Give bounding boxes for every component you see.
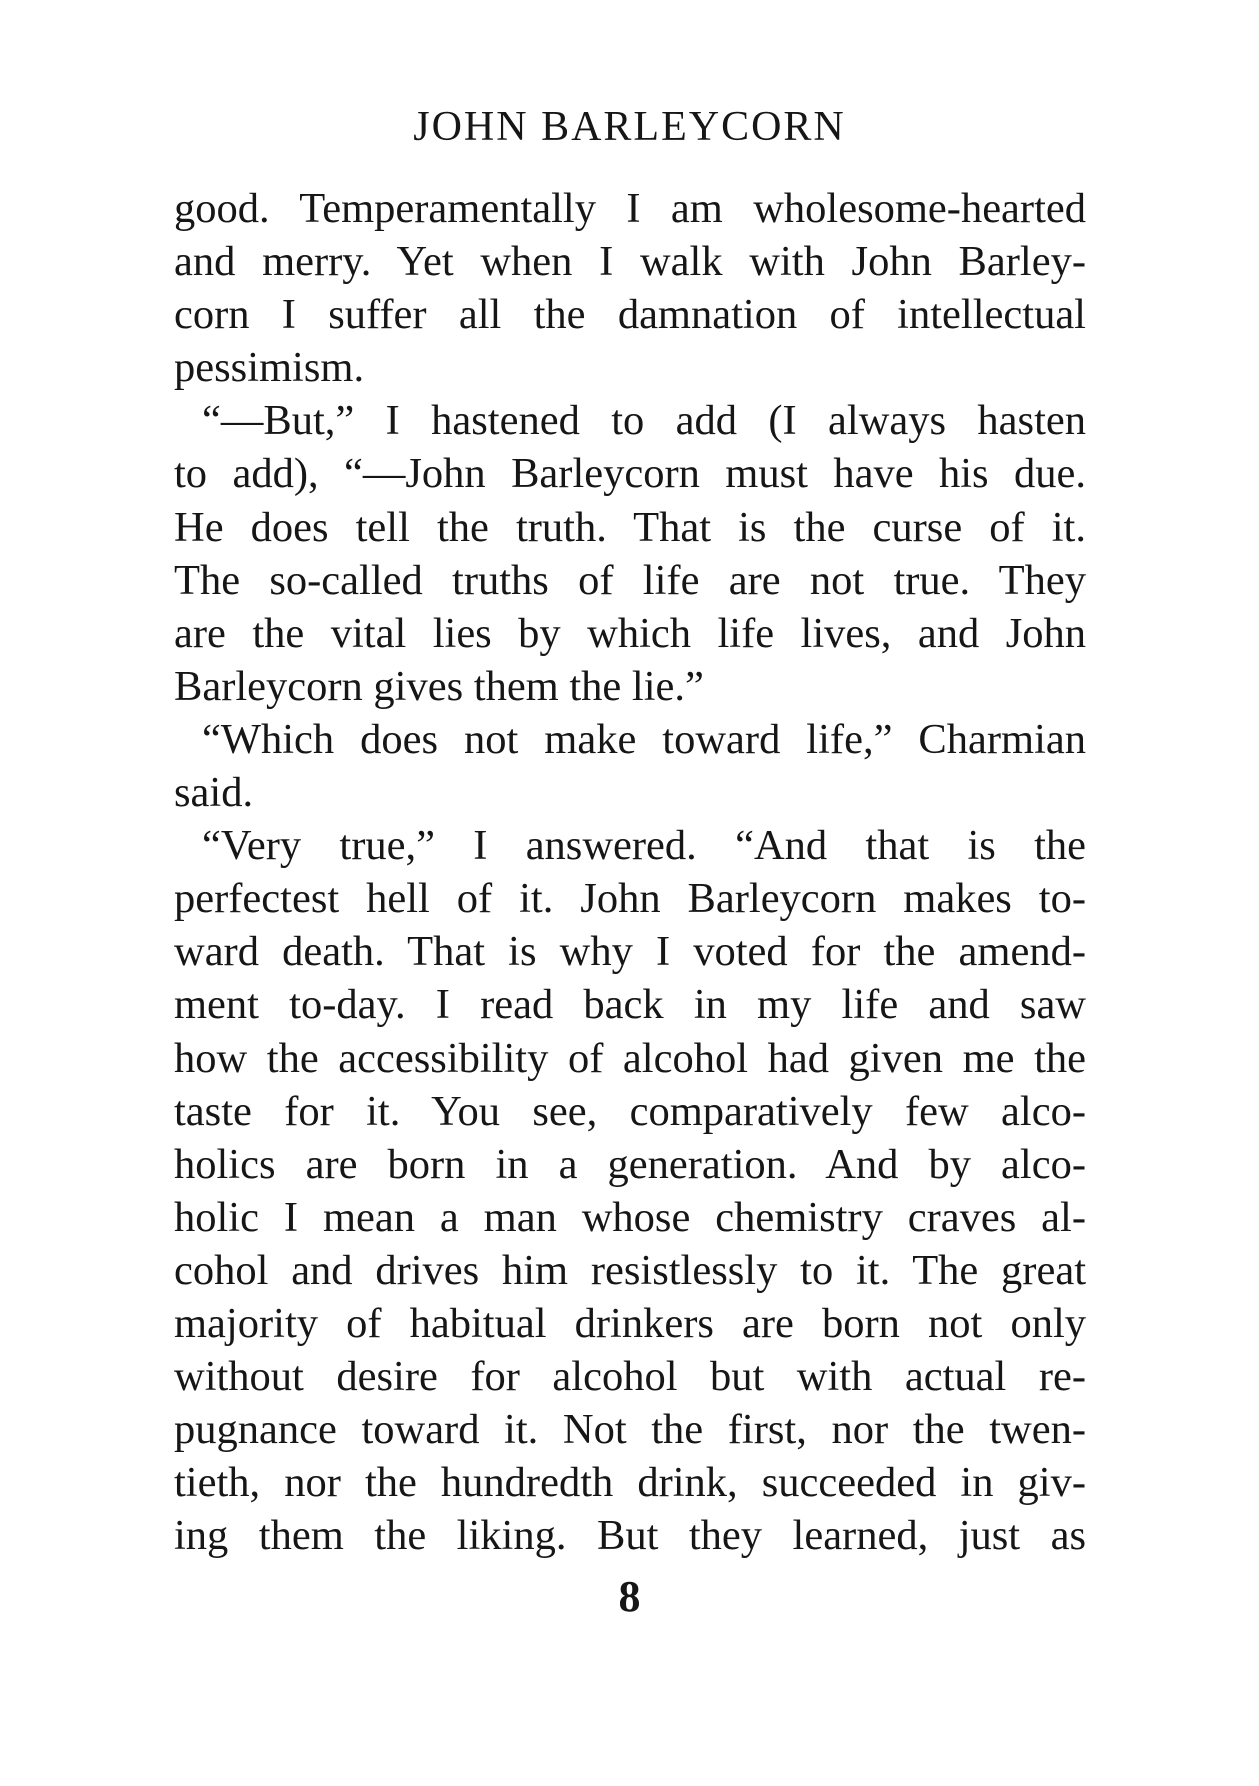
text-line: ment to-day. I read back in my life and saw [174,981,1086,1029]
text-line: and merry. Yet when I walk with John Barley- [174,238,1086,286]
text-line: to add), “—John Barleycorn must have his due. [174,450,1086,498]
body-text [174,182,1086,1562]
text-line: are the vital lies by which life lives, and John [174,609,1086,657]
page-number: 8 [618,1572,641,1621]
text-line: tieth, nor the hundredth drink, succeeded in giv- [174,1459,1086,1507]
running-head: JOHN BARLEYCORN [413,104,846,150]
text-line: holic I mean a man whose chemistry craves al- [174,1193,1086,1241]
text-line: “Very true,” I answered. “And that is the [202,822,1086,870]
text-line: said. [174,769,254,817]
text-line: how the accessibility of alcohol had given me the [174,1034,1086,1082]
text-line: “Which does not make toward life,” Charmian [202,715,1086,763]
text-line: good. Temperamentally I am wholesome-hearted [174,185,1086,232]
text-line: cohol and drives him resistlessly to it. The great [174,1246,1086,1294]
text-line: without desire for alcohol but with actual re- [174,1353,1086,1401]
text-line: majority of habitual drinkers are born not only [174,1299,1086,1347]
text-line: “—But,” I hastened to add (I always hasten [202,397,1086,445]
text-line: corn I suffer all the damnation of intellectual [174,291,1086,339]
text-line: ing them the liking. But they learned, just as [174,1512,1086,1560]
text-line: perfectest hell of it. John Barleycorn makes to- [174,875,1086,923]
text-line: taste for it. You see, comparatively few alco- [174,1087,1086,1135]
text-line: He does tell the truth. That is the curse of it. [174,503,1086,551]
text-line: The so-called truths of life are not true. They [174,556,1086,604]
text-line: holics are born in a generation. And by alco- [174,1140,1086,1188]
text-line: Barleycorn gives them the lie.” [174,662,704,710]
text-line: ward death. That is why I voted for the amend- [174,928,1086,976]
text-line: pessimism. [174,344,365,392]
text-line: pugnance toward it. Not the first, nor the twen- [174,1406,1086,1454]
